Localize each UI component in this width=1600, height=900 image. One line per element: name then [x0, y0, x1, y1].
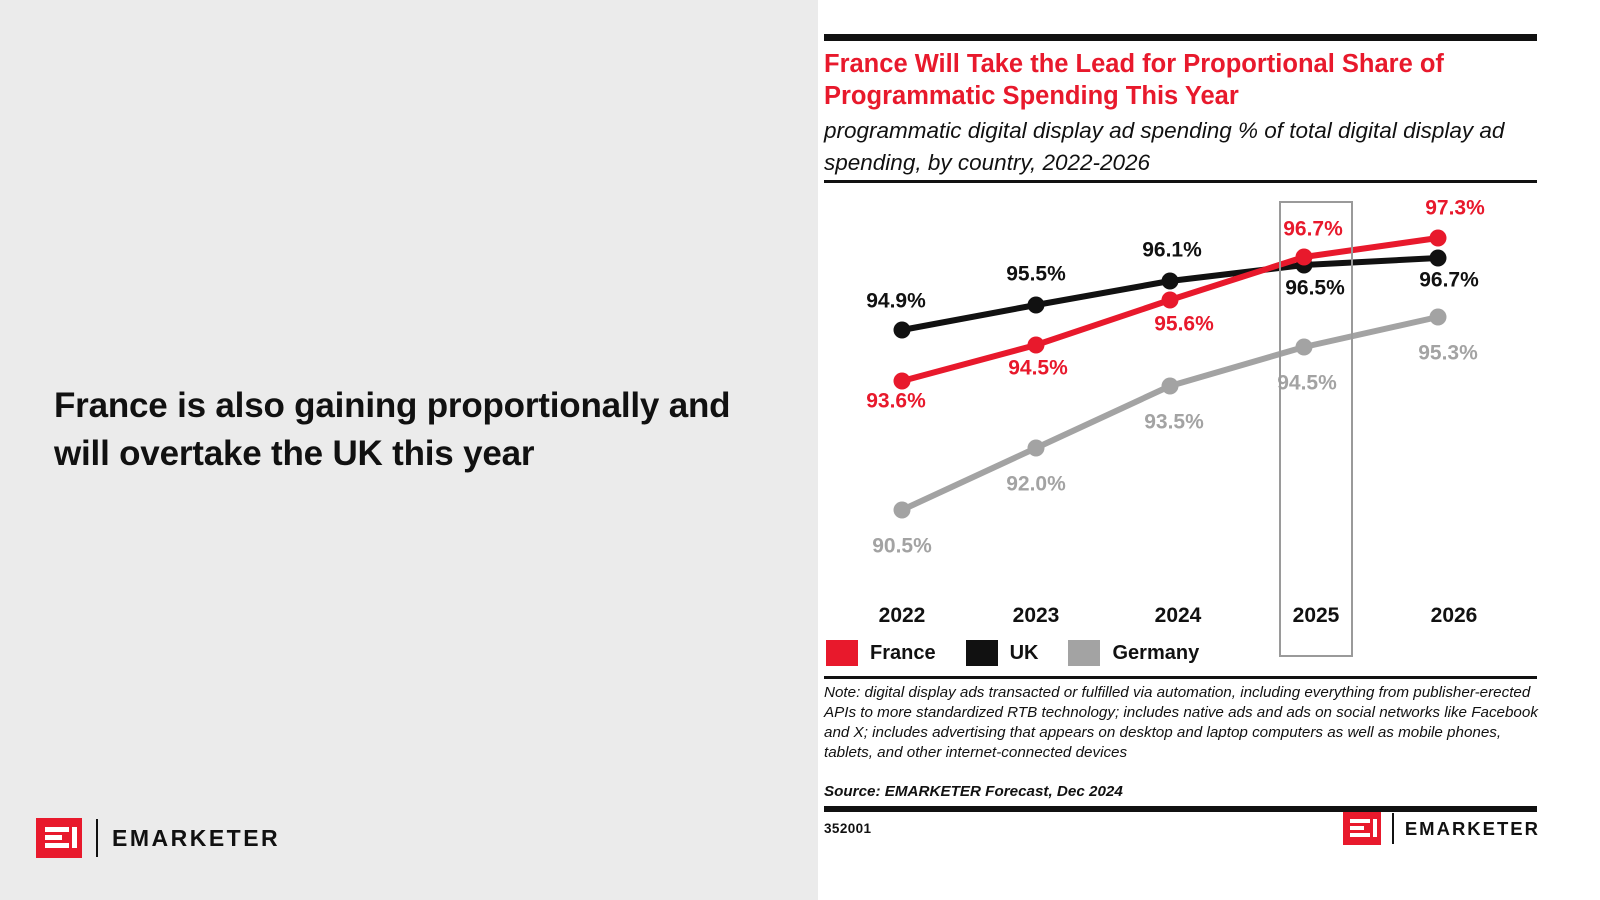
chart-plot-area — [824, 190, 1539, 670]
chart-legend — [826, 640, 1229, 666]
chart-source: Source: EMARKETER Forecast, Dec 2024 — [824, 783, 1123, 800]
left-headline: France is also gaining proportionally and will overtake the UK this year — [54, 386, 731, 474]
legend-swatch-uk-icon — [966, 640, 998, 666]
data-label-france-2022: 93.6% — [866, 389, 926, 413]
logo-divider — [96, 819, 98, 857]
data-label-uk-2026: 96.7% — [1419, 268, 1479, 292]
data-label-uk-2022: 94.9% — [866, 289, 926, 313]
note-rule — [824, 676, 1537, 679]
x-label-2026: 2026 — [1430, 604, 1478, 627]
legend-label-uk: UK — [1009, 641, 1039, 664]
highlight-box-2025 — [1279, 201, 1353, 657]
chart-subtitle: programmatic digital display ad spending % of total digital display ad spending, by country, 2022-2026 — [824, 118, 1505, 175]
data-label-germany-2023: 92.0% — [1006, 472, 1066, 496]
emarketer-logo-right — [1343, 812, 1540, 845]
emarketer-mark-icon — [36, 818, 82, 858]
legend-item-germany[interactable] — [1068, 640, 1199, 666]
data-label-germany-2022: 90.5% — [872, 534, 932, 558]
legend-swatch-france-icon — [826, 640, 858, 666]
x-label-2023: 2023 — [1012, 604, 1060, 627]
emarketer-mark-icon — [1343, 812, 1381, 845]
x-label-2025: 2025 — [1292, 604, 1340, 627]
chart-title: France Will Take the Lead for Proportional Share of Programmatic Spending This Year — [824, 50, 1444, 111]
data-label-uk-2023: 95.5% — [1006, 262, 1066, 286]
emarketer-wordmark: EMARKETER — [1404, 817, 1540, 839]
x-label-2022: 2022 — [878, 604, 926, 627]
chart-id: 352001 — [824, 821, 872, 836]
data-label-uk-2025: 96.5% — [1285, 276, 1345, 300]
emarketer-wordmark: EMARKETER — [112, 824, 281, 851]
data-label-germany-2024: 93.5% — [1144, 410, 1204, 434]
data-label-france-2023: 94.5% — [1008, 356, 1068, 380]
top-rule — [824, 34, 1537, 41]
legend-item-uk[interactable] — [966, 640, 1039, 666]
x-label-2024: 2024 — [1154, 604, 1202, 627]
data-label-france-2026: 97.3% — [1425, 196, 1485, 220]
data-label-france-2025: 96.7% — [1283, 217, 1343, 241]
subtitle-rule — [824, 180, 1537, 183]
data-label-france-2024: 95.6% — [1154, 312, 1214, 336]
x-axis-labels — [824, 604, 1539, 634]
chart-note: Note: digital display ads transacted or fulfilled via automation, including everything from publisher-erected APIs to more standardized RTB technology; includes native ads and ads on social networks like Facebook and X; includes advertising that appears on desktop and laptop computers as well as mobile phones, tablets, and other internet-connected devices — [824, 684, 1538, 762]
legend-swatch-germany-icon — [1068, 640, 1100, 666]
logo-divider — [1392, 813, 1394, 844]
legend-label-france: France — [870, 641, 936, 664]
legend-item-france[interactable] — [826, 640, 936, 666]
emarketer-logo-left — [36, 818, 280, 858]
data-label-germany-2025: 94.5% — [1277, 371, 1337, 395]
line-chart-svg — [824, 190, 1539, 670]
data-label-germany-2026: 95.3% — [1418, 341, 1478, 365]
data-label-uk-2024: 96.1% — [1142, 238, 1202, 262]
legend-label-germany: Germany — [1112, 641, 1200, 664]
